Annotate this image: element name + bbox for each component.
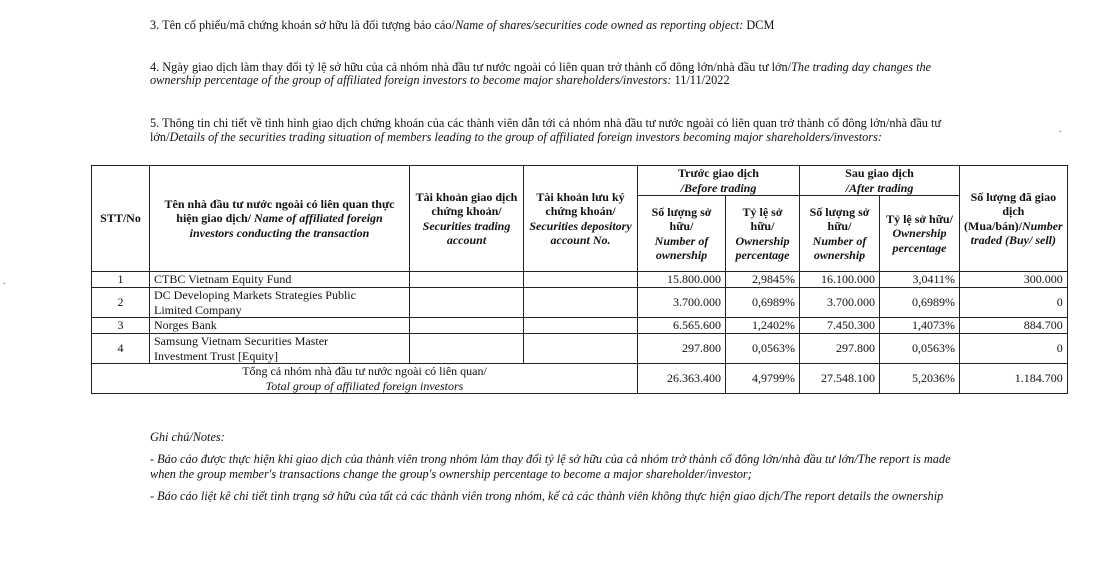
scan-speck: . [3,276,6,287]
investor-name: Samsung Vietnam Securities Master Investment Trust [Equity] [150,334,410,364]
header-number-traded: Số lượng đã giao dịch (Mua/bán)/Number traded (Buy/ sell) [960,166,1068,272]
header-before-percentage: Tỷ lệ sở hữu/ Ownership percentage [726,196,800,272]
total-number-traded: 1.184.700 [960,364,1068,394]
investor-name: DC Developing Markets Strategies Public Limited Company [150,288,410,318]
item-4-vi: 4. Ngày giao dịch làm thay đổi tỷ lệ sở hữu của cả nhóm nhà đầu tư nước ngoài có liên quan trở thành cổ đông lớn/nhà đầu tư lớn/ [150,60,792,74]
before-percentage: 0,0563% [726,334,800,364]
total-after-percentage: 5,2036% [880,364,960,394]
item-4-en-1: The trading day changes the [791,60,932,74]
row-number: 2 [92,288,150,318]
total-label: Tổng cả nhóm nhà đầu tư nước ngoài có liên quan/ Total group of affiliated foreign investors [92,364,638,394]
total-row [92,364,1068,394]
after-percentage: 3,0411% [880,272,960,288]
after-percentage: 0,0563% [880,334,960,364]
item-4-en-2: ownership percentage of the group of affiliated foreign investors to become major shareholders/investors: [150,73,672,87]
after-quantity: 16.100.000 [800,272,880,288]
row-number: 3 [92,318,150,334]
item-5-vi-1: 5. Thông tin chi tiết về tình hình giao dịch chứng khoán của các thành viên dẫn tới cả nhóm nhà đầu tư nước ngoài có liên quan trở thành cổ đông lớn/nhà đầu tư [150,116,942,130]
item-5-vi-2: lớn/ [150,130,170,144]
trading-table [91,165,1068,394]
after-quantity: 3.700.000 [800,288,880,318]
table-row [92,334,1068,364]
after-quantity: 297.800 [800,334,880,364]
before-quantity: 297.800 [638,334,726,364]
row-number: 1 [92,272,150,288]
number-traded: 0 [960,334,1068,364]
trading-account-cell [410,318,524,334]
item-3-shares-code [150,17,774,33]
note-1-line-1: - Báo cáo được thực hiện khi giao dịch của thành viên trong nhóm làm thay đổi tỷ lệ sở hữu của cả nhóm trở thành cổ đông lớn/nhà đầu tư lớn/The report is made [150,452,951,466]
before-percentage: 1,2402% [726,318,800,334]
header-before-quantity: Số lượng sở hữu/ Number of ownership [638,196,726,272]
header-before-trading: Trước giao dịch /Before trading [638,166,800,196]
table-row [92,288,1068,318]
after-quantity: 7.450.300 [800,318,880,334]
before-quantity: 3.700.000 [638,288,726,318]
header-after-quantity: Số lượng sở hữu/ Number of ownership [800,196,880,272]
number-traded: 300.000 [960,272,1068,288]
note-1-line-2: when the group member's transactions change the group's ownership percentage to become a major shareholder/investor; [150,467,752,481]
header-after-percentage: Tỷ lệ sở hữu/ Ownership percentage [880,196,960,272]
header-after-trading: Sau giao dịch /After trading [800,166,960,196]
depository-account-cell [524,334,638,364]
number-traded: 884.700 [960,318,1068,334]
item-3-en: Name of shares/securities code owned as reporting object: [454,18,744,32]
item-3-vi: 3. Tên cổ phiếu/mã chứng khoán sở hữu là đối tượng báo cáo/ [150,18,455,32]
before-quantity: 6.565.600 [638,318,726,334]
header-depository-account: Tài khoản lưu ký chứng khoán/ Securities depository account No. [524,166,638,272]
table-row [92,318,1068,334]
scan-speck: . [1059,124,1062,135]
total-before-percentage: 4,9799% [726,364,800,394]
number-traded: 0 [960,288,1068,318]
header-stt: STT/No [92,166,150,272]
item-4-line-2 [150,72,730,88]
notes-title: Ghi chú/Notes: [150,430,225,444]
total-before-quantity: 26.363.400 [638,364,726,394]
item-4-value: 11/11/2022 [671,73,730,87]
header-trading-account: Tài khoản giao dịch chứng khoản/ Securities trading account [410,166,524,272]
before-quantity: 15.800.000 [638,272,726,288]
depository-account-cell [524,288,638,318]
item-5-line-2 [150,129,882,145]
trading-account-cell [410,288,524,318]
item-3-value: DCM [743,18,775,32]
depository-account-cell [524,318,638,334]
trading-account-cell [410,272,524,288]
header-investor-name: Tên nhà đầu tư nước ngoài có liên quan thực hiện giao dịch/ Name of affiliated foreign investors conducting the transaction [150,166,410,272]
row-number: 4 [92,334,150,364]
item-5-en: Details of the securities trading situation of members leading to the group of affiliated foreign investors becoming major shareholders/investors: [169,130,882,144]
investor-name: Norges Bank [150,318,410,334]
table-row [92,272,1068,288]
after-percentage: 1,4073% [880,318,960,334]
depository-account-cell [524,272,638,288]
trading-account-cell [410,334,524,364]
before-percentage: 0,6989% [726,288,800,318]
before-percentage: 2,9845% [726,272,800,288]
after-percentage: 0,6989% [880,288,960,318]
total-after-quantity: 27.548.100 [800,364,880,394]
note-2: - Báo cáo liệt kê chi tiết tình trạng sở hữu của tất cả các thành viên trong nhóm, kể cả các thành viên không thực hiện giao dịch/The report details the ownership [150,489,944,503]
investor-name: CTBC Vietnam Equity Fund [150,272,410,288]
